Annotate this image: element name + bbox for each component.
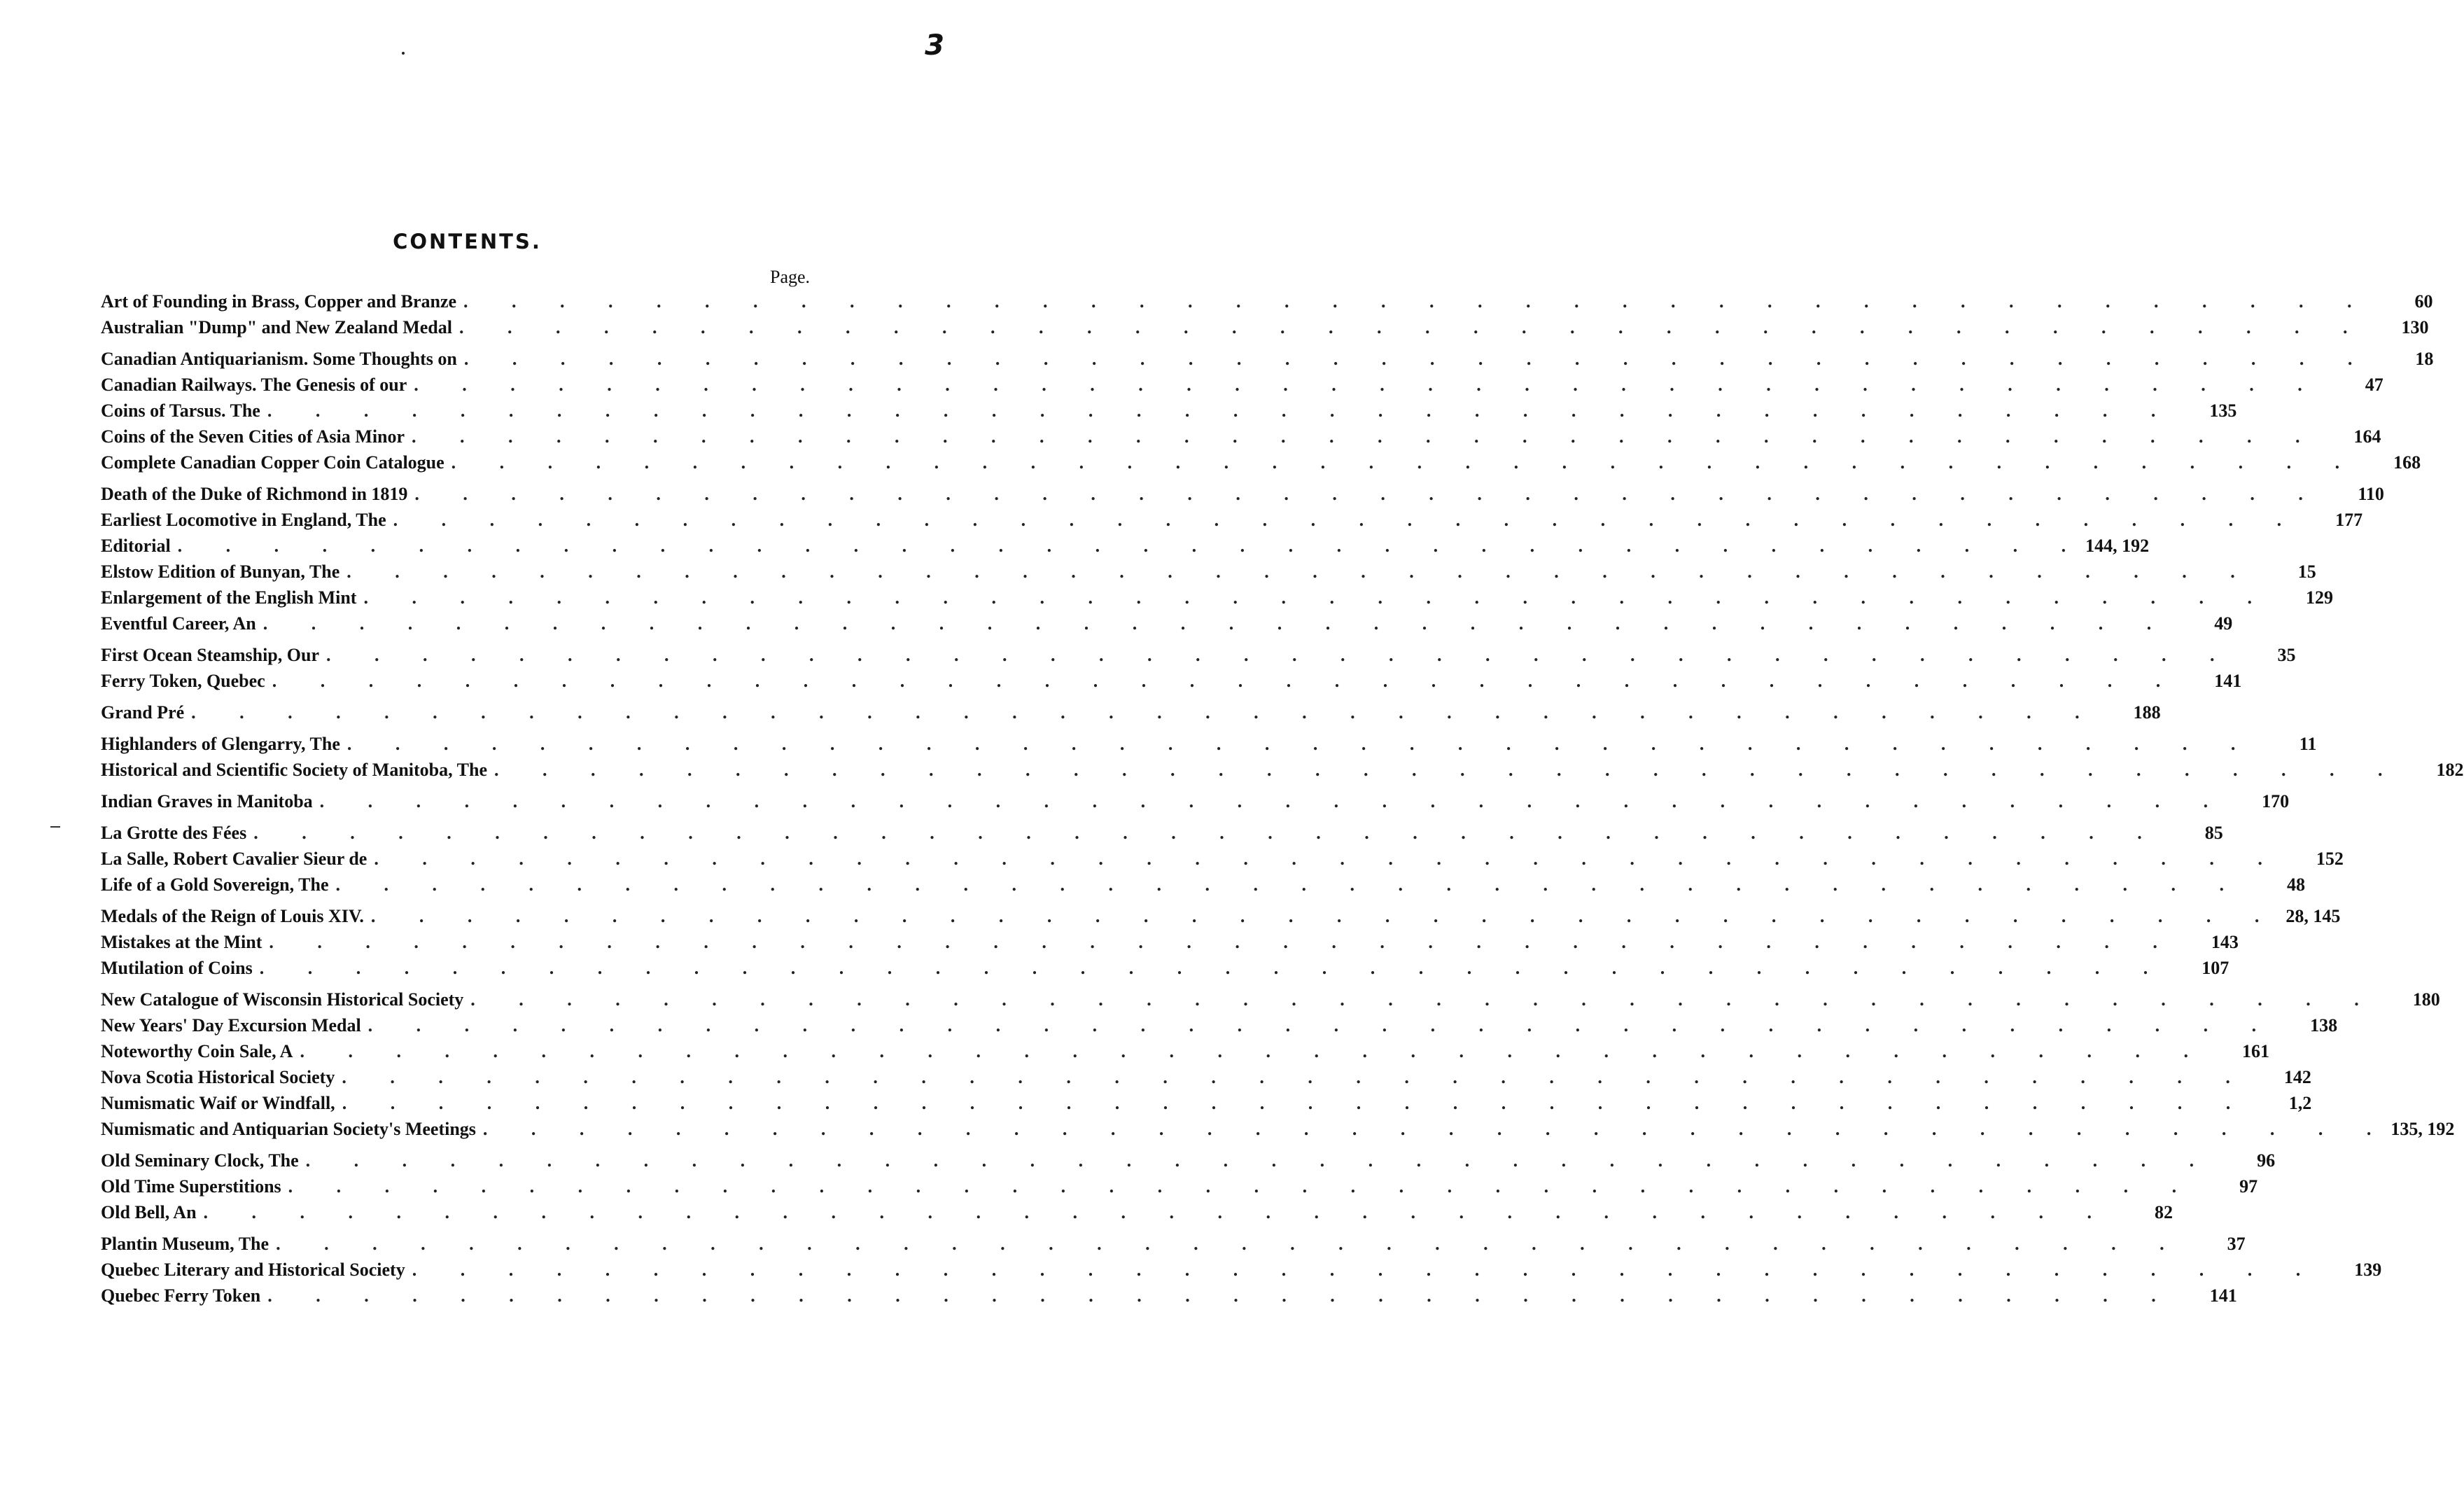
entry-page-number: 15 (2297, 562, 2316, 582)
contents-entry (101, 314, 2429, 340)
entry-title: Old Seminary Clock, The (101, 1150, 299, 1171)
contents-entry (101, 1199, 2174, 1225)
contents-entry (101, 903, 2341, 929)
contents-entry (101, 731, 2317, 757)
entry-title: Old Time Superstitions (101, 1176, 281, 1197)
dot-leader: . . . . . . . . . . . . . . . . . . . . . . . . . . . . . . . . . . . . . . . . (414, 375, 2322, 395)
entry-page-number: 152 (2316, 849, 2344, 869)
entry-page-number: 129 (2305, 587, 2333, 608)
contents-entry (101, 820, 2223, 846)
contents-entry (101, 1283, 2237, 1309)
entry-title: Old Bell, An (101, 1202, 197, 1222)
print-speck (402, 52, 405, 55)
entry-page-number: 48 (2287, 874, 2305, 895)
entry-title: Numismatic and Antiquarian Society's Meetings (101, 1119, 476, 1139)
dot-leader: . . . . . . . . . . . . . . . . . . . . . . . . . . . . . . . . . . . . . . . . (494, 760, 2402, 780)
entry-page-number: 135 (2209, 400, 2237, 421)
dot-leader: . . . . . . . . . . . . . . . . . . . . . . . . . . . . . . . . . . . . . . . . (326, 645, 2234, 665)
contents-entry (101, 929, 2239, 955)
entry-title: Enlargement of the English Mint (101, 587, 357, 608)
contents-entry (101, 757, 2464, 783)
contents-entry (101, 1038, 2269, 1064)
contents-entry (101, 955, 2230, 981)
contents-heading: CONTENTS. (393, 230, 542, 253)
entry-page-number: 35 (2277, 645, 2296, 665)
page-number: 3 (925, 29, 944, 62)
contents-entry (101, 424, 2381, 449)
dot-leader: . . . . . . . . . . . . . . . . . . . . . . . . . . . . . . . . . . . . . . . . (374, 849, 2282, 869)
dot-leader: . . . . . . . . . . . . . . . . . . . . . . . . . . . . . . . . . . . . . . . . (370, 906, 2279, 926)
entry-title: Elstow Edition of Bunyan, The (101, 562, 340, 582)
entry-page-number: 49 (2214, 613, 2233, 634)
dot-leader: . . . . . . . . . . . . . . . . . . . . . . . . . . . . . . . . . . . . . . . . (267, 1285, 2176, 1306)
entry-title: Medals of the Reign of Louis XIV. (101, 906, 364, 926)
entry-page-number: 143 (2211, 932, 2239, 952)
dot-leader: . . . . . . . . . . . . . . . . . . . . . . . . . . . . . . . . . . . . . . . . (276, 1234, 2184, 1254)
entry-page-number: 11 (2299, 734, 2317, 754)
entry-title: Coins of Tarsus. The (101, 400, 260, 421)
entry-page-number: 161 (2241, 1041, 2269, 1061)
entry-title: Nova Scotia Historical Society (101, 1067, 335, 1087)
entry-page-number: 188 (2133, 702, 2161, 723)
dot-leader: . . . . . . . . . . . . . . . . . . . . . . . . . . . . . . . . . . . . . . . . (470, 989, 2379, 1010)
entry-page-number: 110 (2358, 484, 2384, 504)
contents-entry (101, 449, 2421, 475)
entry-page-number: 139 (2354, 1260, 2382, 1280)
contents-entry (101, 1173, 2258, 1199)
entry-title: Quebec Literary and Historical Society (101, 1260, 405, 1280)
contents-entry (101, 1064, 2311, 1090)
page-column-header: Page. (770, 267, 811, 287)
entry-title: Canadian Railways. The Genesis of our (101, 375, 407, 395)
dot-leader: . . . . . . . . . . . . . . . . . . . . . . . . . . . . . . . . . . . . . . . . (288, 1176, 2197, 1197)
contents-entry (101, 699, 2161, 725)
dot-leader: . . . . . . . . . . . . . . . . . . . . . . . . . . . . . . . . . . . . . . . . (414, 484, 2323, 504)
entry-page-number: 144, 192 (2085, 536, 2150, 556)
contents-entry (101, 507, 2363, 533)
dot-leader: . . . . . . . . . . . . . . . . . . . . . . . . . . . . . . . . . . . . . . . . (463, 291, 2372, 312)
entry-page-number: 142 (2283, 1067, 2311, 1087)
dot-leader: . . . . . . . . . . . . . . . . . . . . . . . . . . . . . . . . . . . . . . . . (203, 1202, 2112, 1222)
entry-page-number: 18 (2415, 349, 2434, 369)
entry-page-number: 177 (2335, 510, 2363, 530)
contents-entry (101, 481, 2384, 507)
contents-entry (101, 559, 2316, 585)
dot-leader: . . . . . . . . . . . . . . . . . . . . . . . . . . . . . . . . . . . . . . . . (459, 317, 2367, 337)
entry-page-number: 138 (2310, 1015, 2338, 1036)
contents-list (101, 288, 2464, 1309)
entry-page-number: 1,2 (2288, 1093, 2312, 1113)
dot-leader: . . . . . . . . . . . . . . . . . . . . . . . . . . . . . . . . . . . . . . . . (482, 1119, 2391, 1139)
entry-title: Indian Graves in Manitoba (101, 791, 313, 811)
entry-page-number: 168 (2393, 452, 2421, 473)
margin-mark (50, 826, 60, 828)
entry-title: Ferry Token, Quebec (101, 671, 265, 691)
dot-leader: . . . . . . . . . . . . . . . . . . . . . . . . . . . . . . . . . . . . . . . . (262, 613, 2171, 634)
entry-page-number: 47 (2365, 375, 2384, 395)
entry-title: Noteworthy Coin Sale, A (101, 1041, 293, 1061)
contents-entry (101, 372, 2384, 398)
entry-page-number: 164 (2353, 426, 2381, 447)
contents-entry (101, 986, 2440, 1012)
dot-leader: . . . . . . . . . . . . . . . . . . . . . . . . . . . . . . . . . . . . . . . . (259, 958, 2168, 978)
entry-page-number: 135, 192 (2390, 1119, 2455, 1139)
entry-title: La Salle, Robert Cavalier Sieur de (101, 849, 368, 869)
entry-page-number: 141 (2209, 1285, 2237, 1306)
dot-leader: . . . . . . . . . . . . . . . . . . . . . . . . . . . . . . . . . . . . . . . . (451, 452, 2360, 473)
entry-page-number: 37 (2227, 1234, 2246, 1254)
entry-title: Life of a Gold Sovereign, The (101, 874, 329, 895)
contents-entry (101, 398, 2237, 424)
contents-entry (101, 668, 2242, 694)
dot-leader: . . . . . . . . . . . . . . . . . . . . . . . . . . . . . . . . . . . . . . . . (269, 932, 2177, 952)
contents-entry (101, 288, 2433, 314)
contents-entry (101, 346, 2434, 372)
entry-title: Earliest Locomotive in England, The (101, 510, 386, 530)
entry-title: Complete Canadian Copper Coin Catalogue (101, 452, 444, 473)
contents-entry (101, 585, 2333, 611)
contents-entry (101, 533, 2150, 559)
dot-leader: . . . . . . . . . . . . . . . . . . . . . . . . . . . . . . . . . . . . . . . . (346, 562, 2255, 582)
contents-entry (101, 1090, 2312, 1116)
entry-page-number: 182 (2436, 760, 2464, 780)
entry-title: Historical and Scientific Society of Manitoba, The (101, 760, 487, 780)
contents-entry (101, 1012, 2338, 1038)
entry-title: Canadian Antiquarianism. Some Thoughts on (101, 349, 457, 369)
entry-title: Mutilation of Coins (101, 958, 253, 978)
entry-title: Grand Pré (101, 702, 185, 723)
contents-entry (101, 788, 2290, 814)
dot-leader: . . . . . . . . . . . . . . . . . . . . . . . . . . . . . . . . . . . . . . . . (342, 1067, 2250, 1087)
entry-title: La Grotte des Fées (101, 823, 247, 843)
entry-title: Art of Founding in Brass, Copper and Branze (101, 291, 457, 312)
entry-title: Coins of the Seven Cities of Asia Minor (101, 426, 405, 447)
entry-page-number: 180 (2412, 989, 2440, 1010)
entry-title: Numismatic Waif or Windfall, (101, 1093, 335, 1113)
dot-leader: . . . . . . . . . . . . . . . . . . . . . . . . . . . . . . . . . . . . . . . . (177, 536, 2086, 556)
entry-page-number: 170 (2262, 791, 2290, 811)
entry-page-number: 130 (2401, 317, 2429, 337)
dot-leader: . . . . . . . . . . . . . . . . . . . . . . . . . . . . . . . . . . . . . . . . (319, 791, 2228, 811)
entry-title: Mistakes at the Mint (101, 932, 262, 952)
contents-entry (101, 872, 2305, 898)
entry-page-number: 96 (2257, 1150, 2276, 1171)
dot-leader: . . . . . . . . . . . . . . . . . . . . . . . . . . . . . . . . . . . . . . . . (393, 510, 2302, 530)
dot-leader: . . . . . . . . . . . . . . . . . . . . . . . . . . . . . . . . . . . . . . . . (342, 1093, 2250, 1113)
entry-title: Editorial (101, 536, 171, 556)
dot-leader: . . . . . . . . . . . . . . . . . . . . . . . . . . . . . . . . . . . . . . . . (368, 1015, 2276, 1036)
contents-entry (101, 642, 2296, 668)
contents-entry (101, 611, 2233, 636)
entry-title: Eventful Career, An (101, 613, 256, 634)
entry-title: New Catalogue of Wisconsin Historical Society (101, 989, 464, 1010)
entry-title: Australian "Dump" and New Zealand Medal (101, 317, 452, 337)
dot-leader: . . . . . . . . . . . . . . . . . . . . . . . . . . . . . . . . . . . . . . . . (272, 671, 2180, 691)
contents-entry (101, 846, 2344, 872)
dot-leader: . . . . . . . . . . . . . . . . . . . . . . . . . . . . . . . . . . . . . . . . (267, 400, 2176, 421)
entry-title: Death of the Duke of Richmond in 1819 (101, 484, 408, 504)
entry-page-number: 28, 145 (2286, 906, 2341, 926)
dot-leader: . . . . . . . . . . . . . . . . . . . . . . . . . . . . . . . . . . . . . . . . (346, 734, 2255, 754)
contents-entry (101, 1116, 2455, 1142)
contents-entry (101, 1257, 2382, 1283)
entry-title: New Years' Day Excursion Medal (101, 1015, 361, 1036)
entry-title: Plantin Museum, The (101, 1234, 270, 1254)
entry-title: First Ocean Steamship, Our (101, 645, 319, 665)
dot-leader: . . . . . . . . . . . . . . . . . . . . . . . . . . . . . . . . . . . . . . . . (412, 426, 2320, 447)
dot-leader: . . . . . . . . . . . . . . . . . . . . . . . . . . . . . . . . . . . . . . . . (305, 1150, 2214, 1171)
contents-entry (101, 1231, 2246, 1257)
entry-page-number: 60 (2414, 291, 2433, 312)
dot-leader: . . . . . . . . . . . . . . . . . . . . . . . . . . . . . . . . . . . . . . . . (412, 1260, 2320, 1280)
dot-leader: . . . . . . . . . . . . . . . . . . . . . . . . . . . . . . . . . . . . . . . . (363, 587, 2272, 608)
dot-leader: . . . . . . . . . . . . . . . . . . . . . . . . . . . . . . . . . . . . . . . . (463, 349, 2372, 369)
entry-page-number: 82 (2155, 1202, 2174, 1222)
dot-leader: . . . . . . . . . . . . . . . . . . . . . . . . . . . . . . . . . . . . . . . . (191, 702, 2099, 723)
dot-leader: . . . . . . . . . . . . . . . . . . . . . . . . . . . . . . . . . . . . . . . . (300, 1041, 2208, 1061)
entry-title: Quebec Ferry Token (101, 1285, 261, 1306)
dot-leader: . . . . . . . . . . . . . . . . . . . . . . . . . . . . . . . . . . . . . . . . (335, 874, 2244, 895)
entry-title: Highlanders of Glengarry, The (101, 734, 340, 754)
contents-entry (101, 1148, 2276, 1173)
entry-page-number: 107 (2202, 958, 2230, 978)
entry-page-number: 85 (2204, 823, 2223, 843)
dot-leader: . . . . . . . . . . . . . . . . . . . . . . . . . . . . . . . . . . . . . . . . (253, 823, 2162, 843)
entry-page-number: 141 (2214, 671, 2242, 691)
entry-page-number: 97 (2239, 1176, 2258, 1197)
